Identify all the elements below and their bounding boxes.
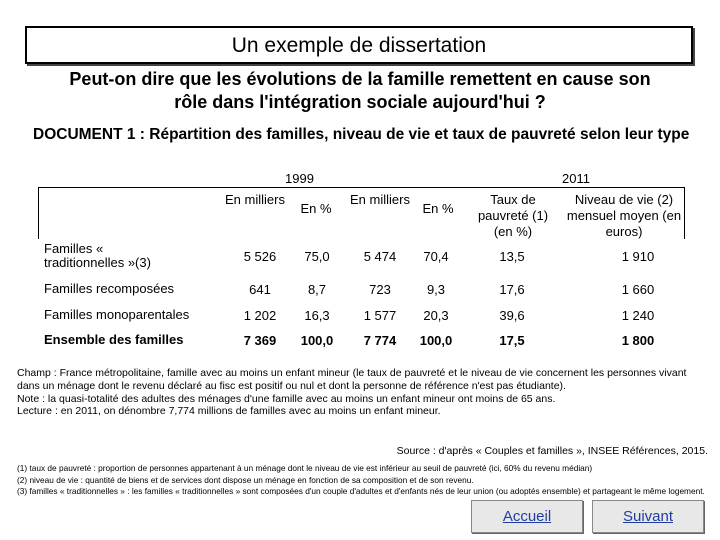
footnotes [17,463,712,498]
cell-m2011: 5 474 [363,249,397,264]
cell-m1999: 7 369 [243,333,277,348]
source-citation: Source : d'après « Couples et familles », INSEE Références, 2015. [396,445,708,457]
header-milliers-1999: En milliers [225,192,285,207]
cell-taux: 17,5 [499,333,525,348]
cell-m2011: 7 774 [363,333,397,348]
cell-p2011: 100,0 [419,333,453,348]
cell-taux: 17,6 [499,282,525,297]
table-right-border [684,187,685,239]
cell-niveau: 1 800 [621,333,655,348]
row-label-ensemble: Ensemble des familles [44,332,184,347]
row-label-monoparentales: Familles monoparentales [44,307,190,322]
year-1999-header: 1999 [285,171,314,186]
cell-niveau: 1 910 [621,249,655,264]
cell-m1999: 5 526 [243,249,277,264]
table-left-border [38,187,39,239]
cell-p1999: 16,3 [304,308,330,323]
cell-p2011: 70,4 [423,249,449,264]
note-lecture: Lecture : en 2011, on dénombre 7,774 millions de familles avec au moins un enfant mineur. [17,405,441,418]
cell-p2011: 9,3 [426,282,446,297]
footnote-1: (1) taux de pauvreté : proportion de personnes appartenant à un ménage dont le niveau de vie est inférieur au seuil de pauvreté (ici, 60% du revenu médian) [17,463,593,473]
cell-niveau: 1 660 [621,282,655,297]
question-line-2: rôle dans l'intégration sociale aujourd'hui ? [174,92,546,112]
cell-p1999: 100,0 [300,333,334,348]
header-pct-2011: En % [422,201,454,216]
year-2011-header: 2011 [562,171,590,186]
cell-taux: 13,5 [499,249,525,264]
cell-m2011: 723 [369,282,391,297]
cell-niveau: 1 240 [621,308,655,323]
row-label-recomposees: Familles recomposées [44,281,175,296]
slide-title: Un exemple de dissertation [25,26,693,64]
header-pct-1999: En % [300,201,332,216]
header-milliers-2011: En milliers [350,192,410,207]
row-label-traditionnelles: Familles « traditionnelles »(3) [44,241,151,270]
footnote-2: (2) niveau de vie : quantité de biens et de services dont dispose un ménage en fonction de sa composition et de son revenu. [17,474,474,485]
home-button[interactable]: Accueil [471,500,583,533]
note-champ: Champ : France métropolitaine, famille avec au moins un enfant mineur (le taux de pauvreté et le niveau de vie concernent les personnes vivant dans un ménage dont le revenu déclaré au fisc est positif ou nul et dont la personne de référence n'est pas étudiante). [17,367,687,392]
cell-taux: 39,6 [499,308,525,323]
cell-p2011: 20,3 [423,308,449,323]
table-notes [17,367,707,418]
note-note: Note : la quasi-totalité des adultes des ménages d'une famille avec au moins un enfant mineur ont moins de 65 ans. [17,392,556,405]
question-line-1: Peut-on dire que les évolutions de la famille remettent en cause son [69,69,651,89]
cell-m1999: 1 202 [243,308,277,323]
header-taux-pauvrete: Taux de pauvreté (1) (en %) [477,192,549,239]
cell-m2011: 1 577 [363,308,397,323]
cell-p1999: 75,0 [304,249,330,264]
header-niveau-de-vie: Niveau de vie (2) mensuel moyen (en euros) [566,192,682,239]
table-top-border [38,187,684,188]
dissertation-question [30,68,690,114]
footnote-3: (3) familles « traditionnelles » : les familles « traditionnelles » sont composées d'un couple d'adultes et d'enfants nés de leur union (ou adoptés ensemble) et partageant le même logement. [17,486,705,496]
next-button[interactable]: Suivant [592,500,704,533]
cell-m1999: 641 [249,282,271,297]
cell-p1999: 8,7 [307,282,327,297]
document-title: DOCUMENT 1 : Répartition des familles, niveau de vie et taux de pauvreté selon leur type [33,126,690,143]
